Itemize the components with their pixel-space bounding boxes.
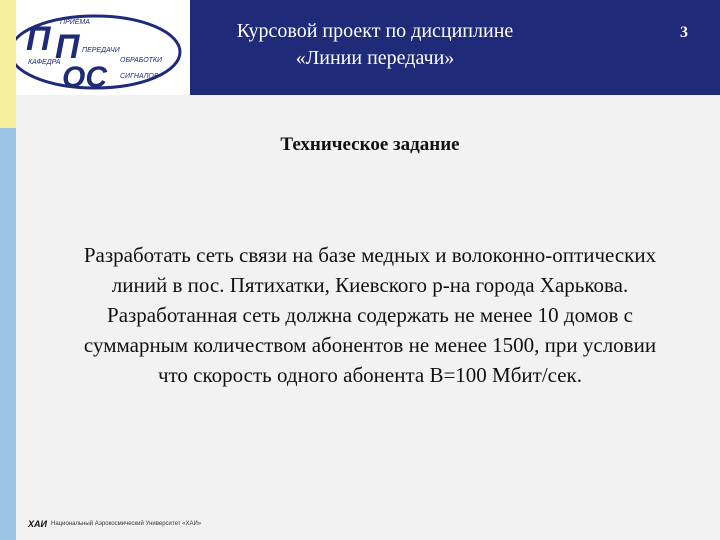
task-line-2: линий в пос. Пятихатки, Киевского р-на города Харькова. <box>111 273 629 297</box>
task-line-1: Разработать сеть связи на базе медных и волоконно-оптических <box>83 243 657 267</box>
section-heading: Техническое задание <box>280 134 460 155</box>
slide-title-line-2: «Линии передачи» <box>295 47 455 69</box>
logo-letter-2: П <box>55 28 80 66</box>
university-name: Национальный Аэрокосмический Университет «ХАИ» <box>50 521 202 527</box>
task-line-5: что скорость одного абонента B=100 Мбит/сек. <box>157 363 583 387</box>
task-line-3: Разработанная сеть должна содержать не менее 10 домов с <box>107 303 633 327</box>
logo-letters-bottom: ОС <box>62 61 107 94</box>
logo-word-4: КАФЕДРА <box>28 59 61 66</box>
logo-word-2: ПЕРЕДАЧИ <box>82 47 120 54</box>
university-logo: ХАИ <box>28 519 47 529</box>
slide-header <box>0 0 720 95</box>
department-logo <box>0 0 190 95</box>
logo-word-5: СИГНАЛОВ <box>120 73 159 80</box>
slide-title <box>215 18 535 72</box>
slide-title-line-1: Курсовой проект по дисциплине <box>236 20 514 42</box>
ppos-logo-icon <box>0 0 190 95</box>
logo-word-3: ОБРАБОТКИ <box>120 57 163 64</box>
logo-letter-1: П <box>26 20 51 58</box>
task-description <box>30 240 710 390</box>
page-number: 3 <box>680 24 688 41</box>
slide-footer <box>28 519 201 529</box>
left-accent-strip-blue <box>0 128 16 540</box>
task-line-4: суммарным количеством абонентов не менее 1500, при условии <box>83 333 657 357</box>
logo-word-1: ПРИЁМА <box>60 19 90 26</box>
